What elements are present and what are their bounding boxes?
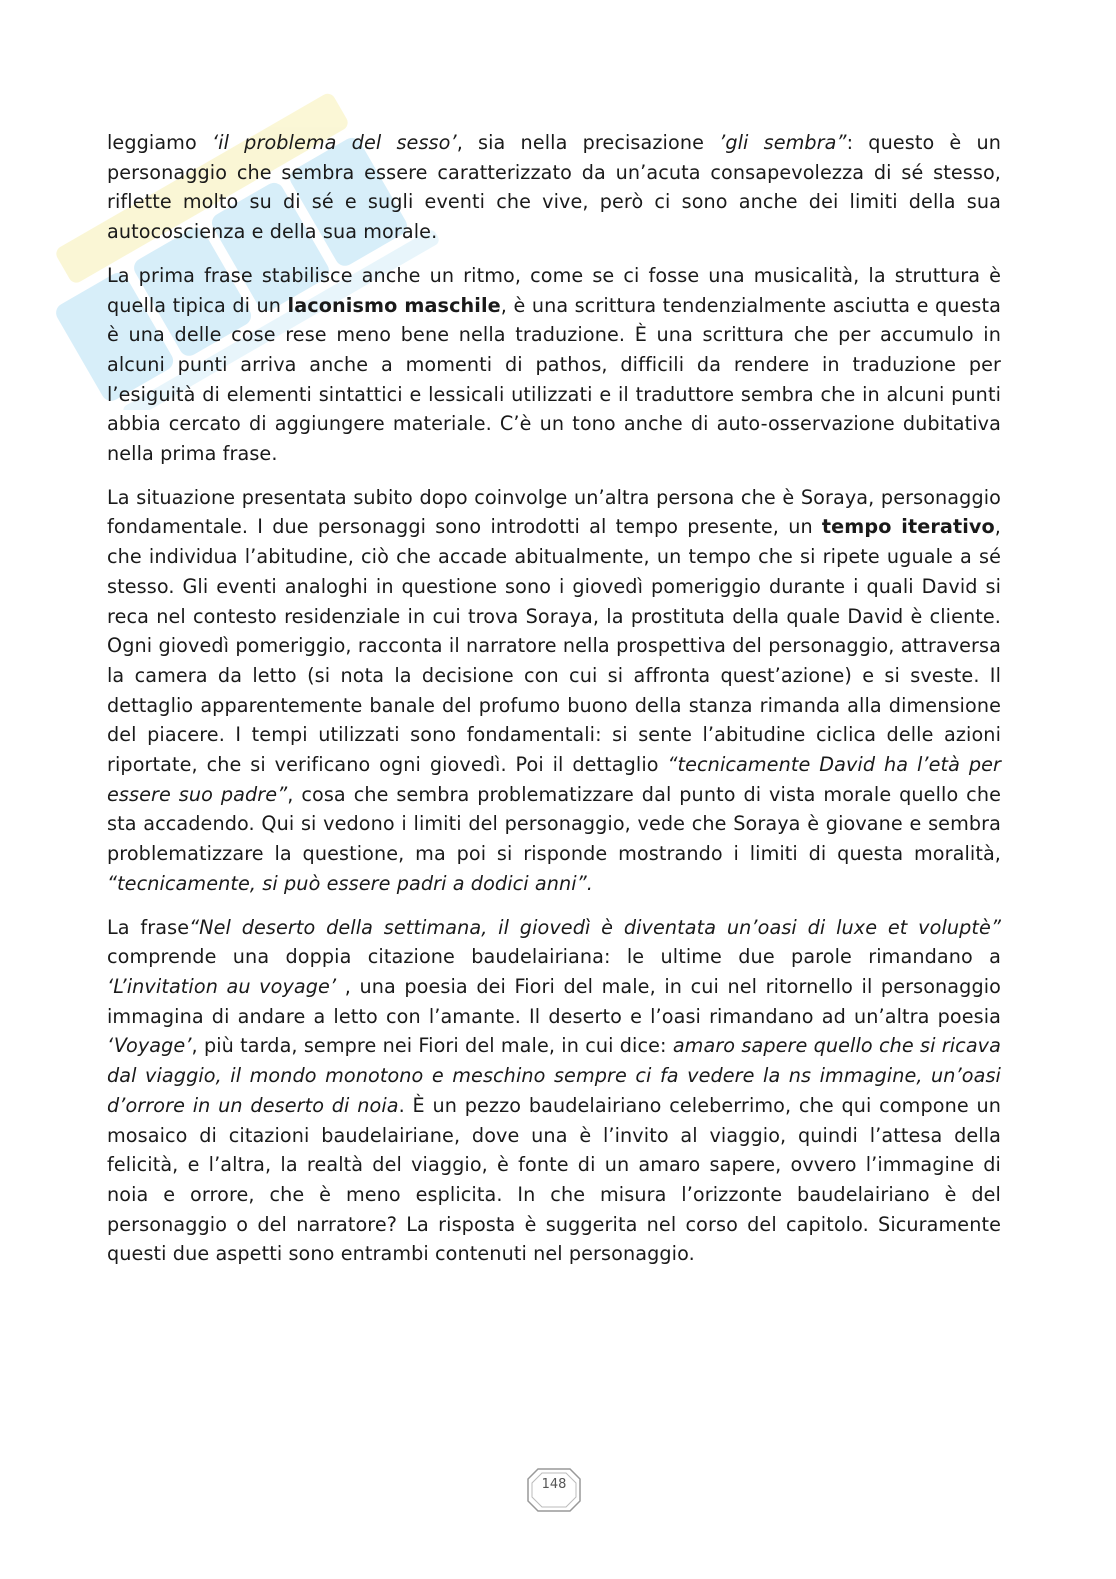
paragraph-4 [107,913,1001,1269]
page-number: 148 [541,1477,567,1492]
paragraph-3 [107,483,1001,899]
italic-text: “tecnicamente, si può essere padri a dodici anni”. [107,871,593,895]
paragraph-2 [107,261,1001,469]
document-body [107,128,1001,1283]
text-run: , più tarda, sempre nei Fiori del male, in cui dice: [191,1034,673,1058]
text-run: . È un pezzo baudelairiano celeberrimo, che qui compone un mosaico di citazioni baudelairiane, dove una è l’invito al viaggio, quindi l’attesa della felicità, e l’altra, la realtà del viaggio, è fonte di un amaro sapere, ovvero l’immagine di noia e orrore, che è meno esplicita. In che misura l’orizzonte baudelairiano è del personaggio o del narratore? La risposta è suggerita nel corso del capitolo. Sicuramente questi due aspetti sono entrambi contenuti nel personaggio. [107,1093,1001,1266]
bold-text: tempo iterativo [821,515,995,539]
text-run: comprende una doppia citazione baudelairiana: le ultime due parole rimandano a [107,945,1001,969]
text-run: , una poesia dei Fiori del male, in cui nel ritornello il personaggio immagina di andare a letto con l’amante. Il deserto e l’oasi rimandano ad un’altra poesia [107,974,1001,1028]
text-run: : questo è un personaggio che sembra essere caratterizzato da un’acuta consapevolezza di sé stesso, riflette molto su di sé e sugli eventi che vive, però ci sono anche dei limiti della sua autocoscienza e della sua morale. [107,131,1002,244]
bold-text: laconismo maschile [287,293,501,317]
italic-text: ‘il problema del sesso’ [211,131,457,154]
italic-text: “Nel deserto della settimana, il giovedì è diventata un’oasi di luxe et voluptè” [189,915,1002,939]
italic-text: ‘Voyage’ [107,1034,192,1058]
italic-text: “tecnicamente David ha l’età per essere suo padre” [107,753,1001,806]
text-run: , cosa che sembra problematizzare dal punto di vista morale quello che sta accadendo. Qui si vedono i limiti del personaggio, vede che Soraya è giovane e sembra problematizzare la questione, ma poi si risponde mostrando i limiti di questa moralità, [107,782,1001,866]
italic-text: ’gli sembra” [719,131,847,154]
text-run: La prima frase stabilisce anche un ritmo, come se ci fosse una musicalità, la struttura è quella tipica di un [107,263,1001,317]
text-run: leggiamo [107,131,212,154]
page-footer [524,1463,584,1515]
italic-text: amaro sapere quello che si ricava dal viaggio, il mondo monotono e meschino sempre ci fa vedere la ns immagine, un’oasi d’orrore in un deserto di noia [107,1034,1001,1117]
paragraph-1 [107,128,1001,247]
text-run: La situazione presentata subito dopo coinvolge un’altra persona che è Soraya, personaggio fondamentale. I due personaggi sono introdotti al tempo presente, un [107,485,1001,539]
text-run: La frase [107,915,190,939]
text-run: , sia nella precisazione [456,131,720,154]
text-run: , che individua l’abitudine, ciò che accade abitualmente, un tempo che si ripete uguale a sé stesso. Gli eventi analoghi in questione sono i giovedì pomeriggio durante i quali David si reca nel contesto residenziale in cui trova Soraya, la prostituta della quale David è cliente. Ogni giovedì pomeriggio, racconta il narratore nella prospettiva del personaggio, attraversa la camera da letto (si nota la decisione con cui si affronta quest’azione) e si sveste. Il dettaglio apparentemente banale del profumo buono della stanza rimanda alla dimensione del piacere. I tempi utilizzati sono fondamentali: si sente l’abitudine ciclica delle azioni riportate, che si verificano ogni giovedì. Poi il dettaglio [107,515,1001,777]
italic-text: ‘L’invitation au voyage’ [107,974,337,998]
text-run: , è una scrittura tendenzialmente asciutta e questa è una delle cose rese meno bene nella traduzione. È una scrittura che per accumulo in alcuni punti arriva anche a momenti di pathos, difficili da rendere in traduzione per l’esiguità di elementi sintattici e lessicali utilizzati e il traduttore sembra che in alcuni punti abbia cercato di aggiungere materiale. C’è un tono anche di auto-osservazione dubitativa nella prima frase. [107,293,1001,466]
